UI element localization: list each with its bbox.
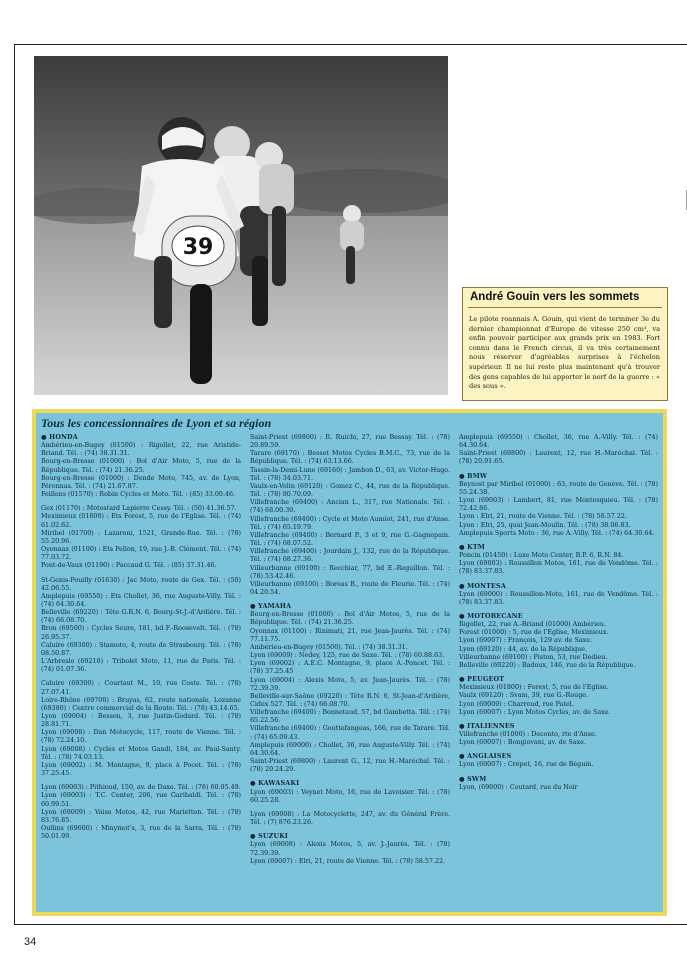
dealer-entry: Lyon : Elri, 21, route de Vienne. Tél. : (78) 58.57.22. [459, 513, 627, 521]
dealer-entry: Feillens (01570) : Robin Cycles et Moto. Tél. : (85) 33.00.46. [41, 491, 236, 499]
dealer-entry: Villefranche (69400) : Bernard P., 3 et 9, rue G.-Gagnepain. Tél. : (74) 68.07.52. [250, 531, 450, 548]
dealer-entry: Tarare (69170) : Besset Motos Cycles B.M.C., 73, rue de la République. Tél. : (74) 63.13.66. [250, 450, 450, 466]
dealer-entry: Lyon (69002) : M. Montagne, 9, place à Pocet. Tél. : (78) 37.25.45. [41, 761, 241, 778]
dealer-entry: Lyon (69007) : Crépet, 16, rue de Béguin. [459, 761, 594, 769]
dealer-entry: Lyon (69009) : Charroud, rue Patel. [459, 700, 574, 708]
dealer-entry: Lyon (69003) : Roussillon Motos, 161, rue de Vendôme. Tél. : (78) 83.37.83. [459, 560, 658, 576]
dealer-entry: Villefranche (69400) : Cycle et Moto Aumiot, 241, rue d'Anse. Tél. : (74) 65.19.79. [250, 515, 450, 531]
race-plate-number: 39 [182, 235, 214, 260]
dealer-entry: Meximieux (01800) : Forest, 5, rue de l'Eglise. [459, 684, 609, 692]
caption-divider [468, 307, 662, 308]
dealer-entry: Villeurbanne (69100) : Piston, 53, rue Dedieu. [459, 653, 608, 661]
dealer-entry: Lyon (69003) : T.C. Center, 206, rue Garibaldi. Tél. : (78) 60.99.51. [41, 792, 241, 808]
dealer-entry: Oyonnax (01100) : Rinimati, 21, rue Jean-Jaurès. Tél. : (74) 77.11.75. [250, 627, 450, 643]
dealer-entry: Lyon (69120) : 44, av. de la République. [459, 645, 588, 653]
dealer-entry: Gex (01170) : Motostard Lapierre Cessy. Tél. : (50) 41.36.57. [41, 505, 237, 513]
dealer-entry: Tassin-la-Demi-Lune (69160) : Jambon D., 63, av. Victor-Hugo. Tél. : (78) 34.03.71. [250, 466, 450, 482]
dealer-entry: Lyon (69003) : Pithioud, 150, av. de Daxe. Tél. : (78) 60.05.49. [41, 784, 241, 792]
dealer-entry: Saint-Priest (69800) : Laurent, 12, rue H.-Maréchal. Tél. : (78) 20.91.65. [459, 450, 658, 466]
dealer-entry: Villefranche (69400) : Bonnetaud, 57, bd Gambetta. Tél. : (74) 65.22.56. [250, 709, 450, 725]
dealer-entry: Miribel (01700) : Lazaroni, 1521, Grande-Rue. Tél. : (78) 55.20.96. [41, 529, 241, 545]
dealers-column-2 [250, 434, 450, 866]
dealers-column-1 [41, 434, 241, 841]
dealer-entry: Vaulx-en-Velin (69120) : Gomez C., 44, rue de la République. Tél. : (78) 80.70.09. [250, 482, 450, 499]
dealer-entry: Villefranche (69400) : Gouttefangeas, 166, rue de Tarare. Tél. : (74) 65.09.43. [250, 725, 450, 741]
dealer-entry: Lyon (69000) : Roussillon-Moto, 161, rue de Vendôme. Tél. : (78) 83.37.83. [459, 590, 658, 606]
dealer-entry: Lyon : Elri, 25, quai Jean-Moulin. Tél. : (78) 38.06.83. [459, 521, 631, 529]
brand-heading: ● SWM [459, 775, 487, 783]
dealer-entry: Forest (01000) : 5, rue de l'Eglise, Meximieux. [459, 629, 609, 637]
dealer-entry: Amplepuis (69000) : Chollet, 36, rue Auguste-Villy. Tél. : (74) 64.30.64. [250, 741, 450, 757]
dealer-entry: Saint-Priest (69800) : Laurent G., 12, rue H.-Maréchal. Tél. : (78) 20.24.29. [250, 758, 450, 774]
motorcycle-racer-photo [34, 56, 448, 395]
dealer-entry: L'Arbresle (69210) : Tribolet Moto, 11, rue de Paris. Tél. : (74) 01.07.36. [41, 658, 241, 674]
dealer-entry: Amplepuis Sports Moto : 36, rue A.-Villy. Tél. : (74) 64.30.64. [459, 529, 655, 537]
page-number: 34 [24, 936, 37, 948]
dealer-entry: Lyon (69008) : Dan Motocycle, 117, route de Vienne. Tél. : (78) 72.24.10. [41, 729, 241, 745]
dealer-entry: Lyon (69002) : A.E.C. Montagne, 9, place A.-Poncet. Tél. : (78) 37.25.45 [250, 660, 450, 676]
brand-heading: ● KTM [459, 543, 486, 551]
photo-illustration [34, 56, 448, 395]
caption-title: André Gouin vers les sommets [470, 291, 640, 303]
dealer-entry: Bron (69500) : Cycles Seure, 181, bd F.-Roosevelt. Tél. : (78) 26.95.37. [41, 625, 241, 641]
dealers-column-3 [459, 434, 658, 792]
dealer-entry: Ambérieu-en-Bugey (01500). Tél. : (74) 38.31.31. [250, 643, 408, 651]
page-frame-bottom [14, 924, 687, 925]
brand-heading: ● KAWASAKI [250, 780, 300, 788]
caption-text: Le pilote roannais A. Gouin, qui vient de terminer 3e du dernier championnat d'Europe de vitesse 250 cm³, va enfin pouvoir participer aux grands prix en 1983. Fort connu dans le French circus, il va très certainement nous réserver d'agréables surprises à l'échelon supérieur. Il ne lui reste plus maintenant qu'à trouver des gens capables de lui apporter le nerf de la guerre : « des sous ». [469, 315, 660, 391]
dealer-entry: Belleville-sur-Saône (69220) : Tête R.N. 6, St-Jean-d'Ardière, Cidex 527. Tél. : (74) 66.08.70. [250, 692, 450, 708]
page-frame-top [14, 44, 687, 45]
dealer-entry: Poncin (01450) : Luxe Moto Center, B.P. 6, R.N. 84. [459, 552, 624, 560]
dealer-entry: Bourg-en-Bresse (01000) : Bol d'Air Moto, 5, rue de la République. Tél. : (74) 21.36.25. [41, 458, 241, 474]
dealer-entry: Villefranche (69400) : Ancian L., 317, rue Nationale. Tél. : (74) 68.00.30. [250, 499, 450, 515]
dealer-entry: Amplepuis (69550) : Ets Chollet, 36, rue Auguste-Villy. Tél. : (74) 64.30.64. [41, 592, 241, 608]
dealer-entry: Lyon (69007) : Elri, 21, route de Vienne. Tél. : (78) 58.57.22. [250, 857, 446, 865]
dealer-entry: Lyon (69007) : Lyon Motos Cycles, av. de Saxe. [459, 708, 611, 716]
brand-heading: ● BMW [459, 472, 488, 480]
dealer-entry: Villeurbanne (69100) : Recchiar, 77, bd E.-Reguillon. Tél. : (78) 53.42.46. [250, 564, 450, 580]
dealer-entry: St-Genis-Pouilly (01630) : Jac Moto, route de Gex. Tél. : (50) 42.06.55. [41, 576, 241, 592]
brand-heading: ● PEUGEOT [459, 676, 505, 684]
dealer-entry: Lyon (69008) : Alexis Motos, 5, av. J.-Jaurès. Tél. : (78) 72.39.39. [250, 841, 450, 857]
dealer-entry: Lyon (69004) : Besson, 3, rue Justin-Godard. Tél. : (78) 28.81.71. [41, 713, 241, 729]
dealer-entry: Amplepuis (69550) : Chollet, 36, rue A.-Villy. Tél. : (74) 64.30.64. [459, 434, 658, 450]
dealer-entry: Lyon (69009) : Nedey, 125, rue de Saxe. Tél. : (78) 60.88.63. [250, 652, 445, 660]
brand-heading: ● YAMAHA [250, 603, 292, 611]
dealer-entry: Vaulx (69120) : Svam, 39, rue G.-Rouge. [459, 692, 589, 700]
dealer-entry: Oullins (69600) : Minymot's, 3, rue de la Sarra. Tél. : (78) 50.01.99. [41, 825, 241, 841]
dealer-entry: Loire-Rhône (69700) : Bruyas, 62, route nationale, Lozanne (69380) : Centre commercial de la Route. Tél. : (78) 43.14.65. [41, 696, 241, 712]
brand-heading: ● MONTESA [459, 582, 506, 590]
dealer-entry: Caluire (69300) : Stamoto, 4, route de Strasbourg. Tél. : (78) 08.50.87. [41, 641, 241, 657]
dealer-entry: Meximieux (01800) : Ets Forest, 5, rue de l'Eglise. Tél. : (74) 61.02.62. [41, 513, 241, 529]
dealers-box [32, 409, 667, 916]
dealer-entry: Lyon (69009) : Vaise Motos, 42, rue Marietton. Tél. : (78) 83.76.85. [41, 808, 241, 824]
brand-heading: ● HONDA [41, 434, 78, 441]
dealer-entry: Lyon, (69000) : Coutard, rue du Noir [459, 783, 578, 791]
dealer-entry: Ambérieu-en-Bugey (01500) : Rigollet, 22, rue Aristide-Briand. Tél. : (74) 38.31.31. [41, 442, 241, 458]
dealers-title: Tous les concessionnaires de Lyon et sa région [41, 416, 272, 430]
dealer-entry: Bourg-en-Bresse (01000) : Bol d'Air Motos, 5, rue de la République. Tél. : (74) 21.36.25. [250, 611, 450, 627]
dealer-entry: Lyon (69004) : Alexis Moto, 5, av. Jean-Jaurès. Tél. : (78) 72.39.39. [250, 676, 450, 692]
dealer-entry: Oyonnax (01100) : Ets Pellon, 19, rue J.-B. Clément. Tél. : (74) 77.03.72. [41, 546, 241, 562]
dealer-entry: Villefranche (01000) : Deconto, rte d'Anse. [459, 731, 597, 738]
dealer-entry: Pont-de-Vaux (01190) : Paccaud G. Tél. : (85) 37.31.46. [41, 562, 217, 570]
brand-heading: ● SUZUKI [250, 833, 289, 841]
dealer-entry: Saint-Priest (69800) : R. Ruichi, 27, rue Bessay. Tél. : (78) 20.89.59. [250, 434, 450, 450]
dealer-entry: Beynost par Miribel (01000) : 63, route de Genève. Tél. : (78) 55.24.38. [459, 480, 658, 496]
caption-box [462, 287, 668, 401]
brand-heading: ● MOTOBECANE [459, 612, 523, 620]
dealer-entry: Lyon (69007) : Bongiovani, av. de Saxe. [459, 739, 586, 747]
dealer-entry: Lyon (69007) : François, 129 av. de Saxe. [459, 637, 592, 645]
brand-heading: ● ANGLAISES [459, 753, 512, 761]
dealer-entry: Belleville (69220) : Tête G.R.N. 6, Bourg-St-J.-d'Ardière. Tél. : (74) 66.08.70. [41, 609, 241, 625]
dealer-entry: Bourg-en-Bresse (01000) : Donde Moto, 745, av. de Lyon, Péronnas. Tél. : (74) 21.67.87. [41, 474, 241, 490]
dealer-entry: Lyon (69003) : Lambert, 81, rue Montesquieu. Tél. : (78) 72.42.86. [459, 497, 658, 513]
page-frame-left [14, 44, 15, 924]
dealer-entry: Lyon (69008) : La Motocyclette, 247, av. du Général Frère. Tél. : (7) 876.23.26. [250, 810, 450, 827]
dealer-entry: Lyon (69008) : Cycles et Motos Gandi, 184, av. Paul-Santy. Tél. : (78) 74.03.13. [41, 745, 241, 761]
dealer-entry: Belleville (69220) : Badoux, 146, rue de la République. [459, 661, 636, 669]
dealer-entry: Lyon (69003) : Veynet Moto, 16, rue de Lavoisier. Tél. : (78) 60.25.28. [250, 788, 450, 804]
brand-heading: ● ITALIENNES [459, 722, 515, 730]
dealer-entry: Villefranche (69400) : Jourdain J., 132, rue de la République. Tél. : (74) 68.27.36. [250, 548, 450, 564]
dealer-entry: Villeurbanne (69100) : Boreas B., route de Fleurie. Tél. : (74) 04.20.54. [250, 580, 450, 596]
dealer-entry: Rigollet, 22, rue A.-Briand (01000) Ambérieu. [459, 621, 606, 629]
dealer-entry: Caluire (69300) : Courtaut M., 10, rue Coste. Tél. : (78) 27.07.41. [41, 680, 241, 696]
